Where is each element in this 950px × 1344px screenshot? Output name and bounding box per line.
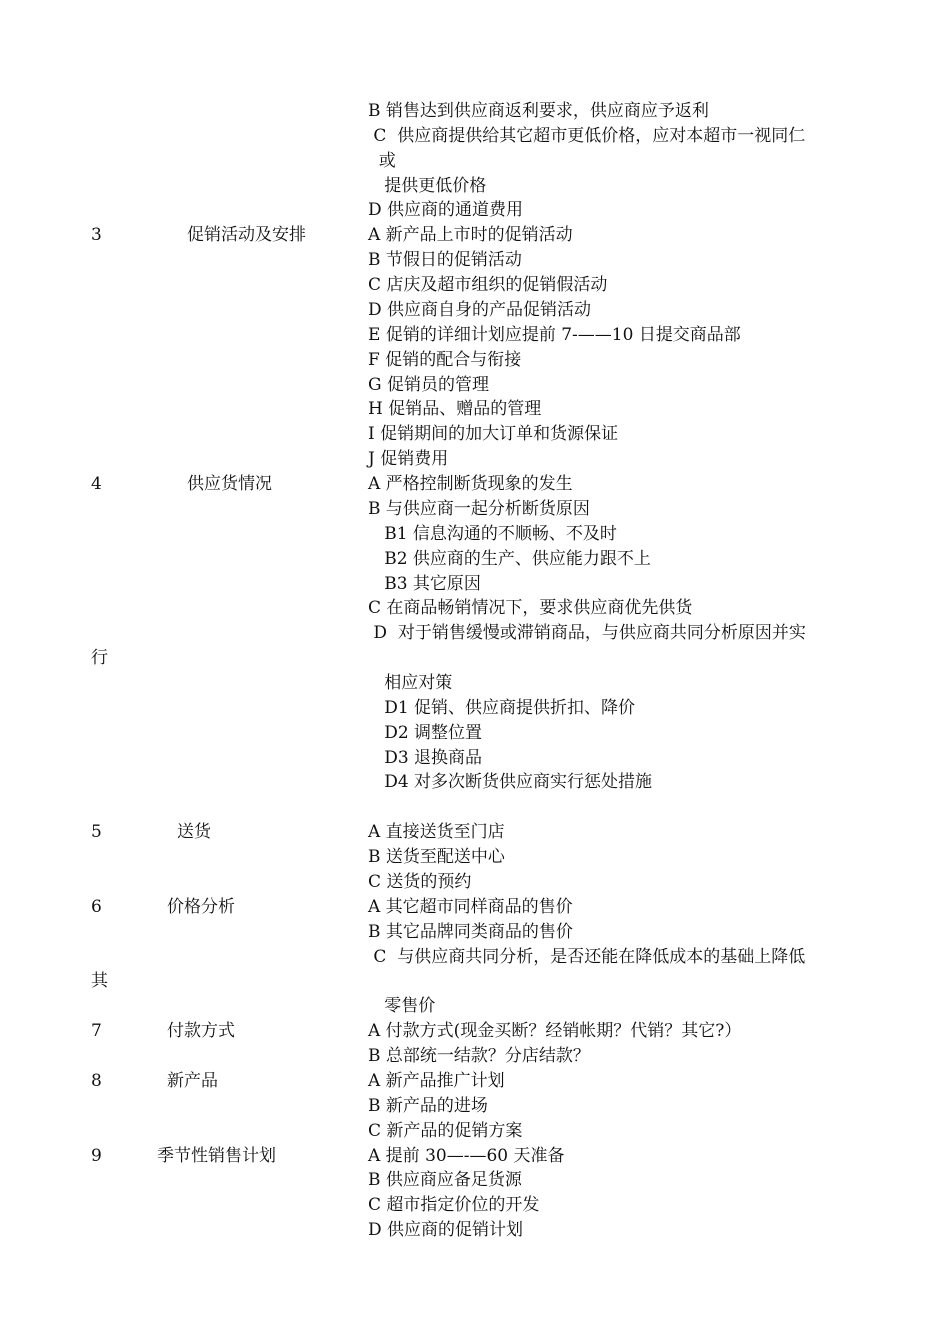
section-number: 7	[91, 1021, 102, 1041]
section-number: 4	[91, 474, 102, 494]
item-text: A 新产品上市时的促销活动	[368, 225, 573, 245]
item-text: D1 促销、供应商提供折扣、降价	[368, 698, 636, 718]
item-text: A 直接送货至门店	[368, 822, 505, 842]
item-text: B 供应商应备足货源	[368, 1170, 522, 1190]
section-number: 8	[91, 1071, 102, 1091]
item-text: B 销售达到供应商返利要求，供应商应予返利	[368, 101, 709, 121]
item-text: B 总部统一结款？分店结款？	[368, 1046, 590, 1066]
item-text: B1 信息沟通的不顺畅、不及时	[368, 524, 617, 544]
item-text: A 其它超市同样商品的售价	[368, 897, 573, 917]
item-text: D 供应商自身的产品促销活动	[368, 300, 592, 320]
item-text: 或	[368, 151, 396, 171]
section-number: 其	[91, 971, 108, 991]
item-text: C 与供应商共同分析，是否还能在降低成本的基础上降低	[368, 947, 806, 967]
item-text: G 促销员的管理	[368, 375, 489, 395]
item-text: 相应对策	[368, 673, 453, 693]
item-text: D4 对多次断货供应商实行惩处措施	[368, 772, 653, 792]
item-text: B3 其它原因	[368, 574, 481, 594]
section-number: 3	[91, 225, 102, 245]
item-text: A 付款方式(现金买断？经销帐期？代销？其它?）	[368, 1021, 742, 1041]
item-text: C 新产品的促销方案	[368, 1121, 523, 1141]
section-number: 6	[91, 897, 102, 917]
item-text: B 新产品的进场	[368, 1096, 488, 1116]
item-text: D 供应商的促销计划	[368, 1220, 524, 1240]
item-text: B 其它品牌同类商品的售价	[368, 922, 573, 942]
item-text: D 供应商的通道费用	[368, 200, 524, 220]
item-text: A 新产品推广计划	[368, 1071, 505, 1091]
item-text: C 店庆及超市组织的促销假活动	[368, 275, 608, 295]
item-text: C 超市指定价位的开发	[368, 1195, 540, 1215]
item-text: B2 供应商的生产、供应能力跟不上	[368, 549, 651, 569]
item-text: 提供更低价格	[368, 176, 487, 196]
item-text: D 对于销售缓慢或滞销商品，与供应商共同分析原因并实	[368, 623, 806, 643]
section-number: 9	[91, 1146, 102, 1166]
item-text: C 在商品畅销情况下，要求供应商优先供货	[368, 598, 693, 618]
section-title: 促销活动及安排	[187, 225, 306, 245]
item-text: D2 调整位置	[368, 723, 483, 743]
section-title: 送货	[177, 822, 211, 842]
item-text: E 促销的详细计划应提前 7-——10 日提交商品部	[368, 325, 741, 345]
item-text: B 节假日的促销活动	[368, 250, 522, 270]
section-title: 供应货情况	[187, 474, 272, 494]
item-text: C 送货的预约	[368, 872, 472, 892]
item-text: J 促销费用	[368, 449, 449, 469]
item-text: 零售价	[368, 996, 436, 1016]
section-number: 5	[91, 822, 102, 842]
item-text: B 送货至配送中心	[368, 847, 505, 867]
item-text: A 严格控制断货现象的发生	[368, 474, 573, 494]
item-text: H 促销品、赠品的管理	[368, 399, 542, 419]
item-text: B 与供应商一起分析断货原因	[368, 499, 590, 519]
section-title: 价格分析	[167, 897, 235, 917]
item-text: F 促销的配合与衔接	[368, 350, 522, 370]
item-text: D3 退换商品	[368, 748, 483, 768]
section-title: 新产品	[167, 1071, 218, 1091]
section-title: 付款方式	[167, 1021, 235, 1041]
item-text: A 提前 30—-—60 天准备	[368, 1146, 565, 1166]
section-title: 季节性销售计划	[157, 1146, 276, 1166]
item-text: C 供应商提供给其它超市更低价格，应对本超市一视同仁	[368, 126, 806, 146]
section-number: 行	[91, 648, 108, 668]
item-text: I 促销期间的加大订单和货源保证	[368, 424, 619, 444]
